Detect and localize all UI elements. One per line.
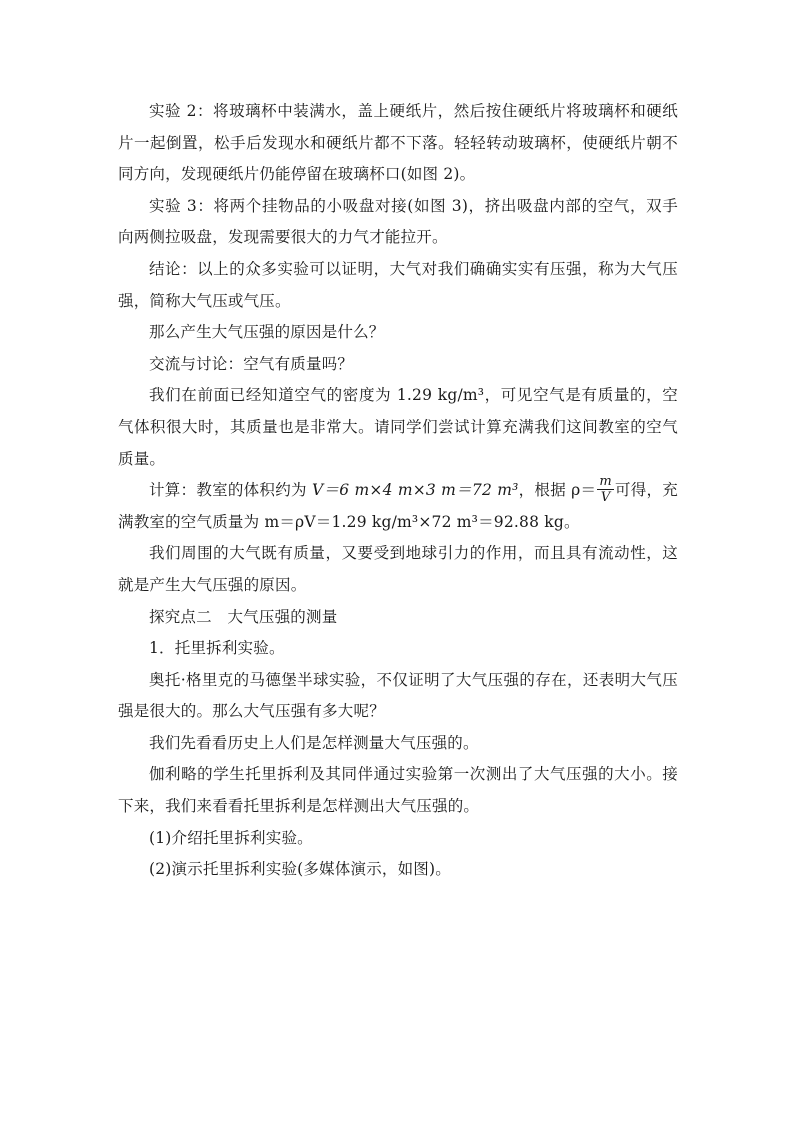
paragraph-density: 我们在前面已经知道空气的密度为 1.29 kg/m³，可见空气是有质量的，空气体积很大时，其质量也是非常大。请同学们尝试计算充满我们这间教室的空气质量。 [118,386,678,468]
paragraph-intro-torricelli: (1)介绍托里拆利实验。 [149,828,313,847]
density-formula-fraction [597,475,614,504]
paragraph-calculation [118,475,678,538]
calc-prefix: 计算：教室的体积约为 [149,481,312,500]
paragraph-discussion: 交流与讨论：空气有质量吗？ [149,354,354,373]
fraction-denominator: V [600,489,611,505]
document-page [118,96,678,886]
section-heading-measurement: 探究点二 大气压强的测量 [149,607,338,626]
paragraph-galileo-student: 伽利略的学生托里拆利及其同伴通过实验第一次测出了大气压强的大小。接下来，我们来看看托里拆利是怎样测出大气压强的。 [118,765,678,816]
fraction-numerator: m [599,473,612,489]
paragraph-cause: 我们周围的大气既有质量，又要受到地球引力的作用，而且具有流动性，这就是产生大气压强的原因。 [118,544,678,594]
calc-mid: ，根据 ρ＝ [518,481,597,500]
calc-mass-expression: m＝ρV＝1.29 kg/m³×72 m³＝92.88 kg。 [264,512,580,531]
paragraph-experiment-3: 实验 3：将两个挂物品的小吸盘对接(如图 3)，挤出吸盘内部的空气，双手向两侧拉吸盘，发现需要很大的力气才能拉开。 [118,196,678,247]
paragraph-item-1: 1．托里拆利实验。 [149,639,285,658]
paragraph-question: 那么产生大气压强的原因是什么？ [149,323,385,342]
paragraph-otto-guericke: 奥托·格里克的马德堡半球实验，不仅证明了大气压强的存在，还表明大气压强是很大的。那么大气压强有多大呢？ [118,670,678,721]
calc-suffix: 可得，充满教室的空气质量为 [118,481,678,531]
paragraph-demo-torricelli: (2)演示托里拆利实验(多媒体演示，如图)。 [149,860,451,879]
paragraph-history: 我们先看看历史上人们是怎样测量大气压强的。 [149,733,479,752]
paragraph-experiment-2: 实验 2：将玻璃杯中装满水，盖上硬纸片，然后按住硬纸片将玻璃杯和硬纸片一起倒置，松手后发现水和硬纸片都不下落。轻轻转动玻璃杯，使硬纸片朝不同方向，发现硬纸片仍能停留在玻璃杯口(如图 2)。 [118,102,678,184]
calc-volume-expression: V＝6 m×4 m×3 m＝72 m³ [311,481,519,500]
paragraph-conclusion: 结论：以上的众多实验可以证明，大气对我们确确实实有压强，称为大气压强，简称大气压或气压。 [118,259,678,310]
